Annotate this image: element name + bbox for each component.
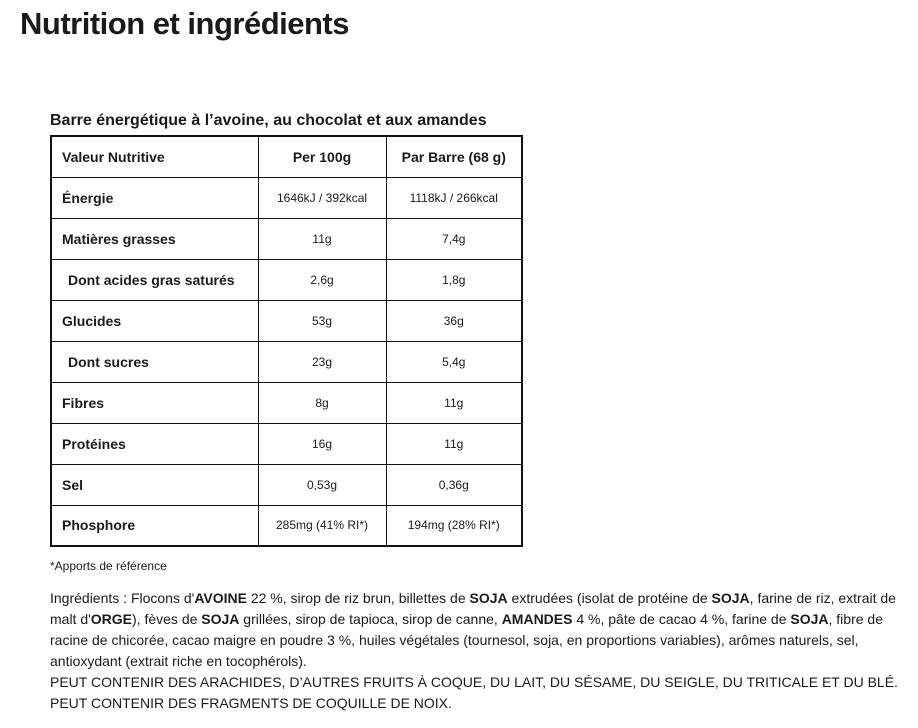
allergen-text: SOJA: [469, 590, 508, 606]
header-nutrient: Valeur Nutritive: [51, 136, 258, 177]
table-row: [51, 505, 522, 546]
value-per-bar: 0,36g: [386, 464, 522, 505]
table-row: [51, 300, 522, 341]
ingredient-text: , farine de riz, extrait de malt d': [50, 590, 896, 627]
value-per-bar: 194mg (28% RI*): [386, 505, 522, 546]
value-per-100g: 23g: [258, 341, 386, 382]
table-row: [51, 464, 522, 505]
nutrient-label: Phosphore: [51, 505, 258, 546]
product-name: Barre énergétique à l’avoine, au chocolat et aux amandes: [50, 112, 487, 129]
value-per-100g: 0,53g: [258, 464, 386, 505]
nutrient-label: Glucides: [51, 300, 258, 341]
page-title: Nutrition et ingrédients: [20, 6, 349, 41]
table-row: [51, 177, 522, 218]
nutrition-table: [50, 135, 523, 547]
ingredient-text: 4 %, pâte de cacao 4 %, farine de: [572, 611, 791, 627]
header-per-bar: Par Barre (68 g): [386, 136, 522, 177]
value-per-bar: 5,4g: [386, 341, 522, 382]
allergen-text: AMANDES: [501, 611, 573, 627]
ingredient-text: extrudées (isolat de protéine de: [507, 590, 712, 606]
allergen-text: AVOINE: [194, 590, 247, 606]
table-header-row: [51, 136, 522, 177]
nutrient-label: Dont sucres: [51, 341, 258, 382]
allergen-text: SOJA: [790, 611, 829, 627]
value-per-bar: 11g: [386, 382, 522, 423]
nutrient-label: Énergie: [51, 177, 258, 218]
table-row: [51, 423, 522, 464]
value-per-100g: 1646kJ / 392kcal: [258, 177, 386, 218]
ingredient-text: , fibre de racine de chicorée, cacao maigre en poudre 3 %, huiles végétales (tournesol, soja, en proportions variables), arômes naturels, sel, antioxydant (extrait riche en tocophérols).: [50, 611, 883, 669]
table-row: [51, 259, 522, 300]
ingredient-text: ), fèves de: [132, 611, 202, 627]
value-per-bar: 1,8g: [386, 259, 522, 300]
ingredient-text: Ingrédients : Flocons d': [50, 590, 195, 606]
ingredient-text: 22 %, sirop de riz brun, billettes de: [246, 590, 470, 606]
footnote: *Apports de référence: [50, 559, 167, 573]
value-per-100g: 2,6g: [258, 259, 386, 300]
ingredient-text: grillées, sirop de tapioca, sirop de canne,: [239, 611, 502, 627]
header-per-100g: Per 100g: [258, 136, 386, 177]
value-per-100g: 285mg (41% RI*): [258, 505, 386, 546]
nutrient-label: Fibres: [51, 382, 258, 423]
value-per-100g: 16g: [258, 423, 386, 464]
table-row: [51, 382, 522, 423]
value-per-100g: 11g: [258, 218, 386, 259]
table-row: [51, 341, 522, 382]
value-per-100g: 53g: [258, 300, 386, 341]
value-per-100g: 8g: [258, 382, 386, 423]
value-per-bar: 1118kJ / 266kcal: [386, 177, 522, 218]
allergen-text: SOJA: [711, 590, 750, 606]
nutrient-label: Dont acides gras saturés: [51, 259, 258, 300]
nutrient-label: Sel: [51, 464, 258, 505]
ingredient-text: PEUT CONTENIR DES ARACHIDES, D’AUTRES FRUITS À COQUE, DU LAIT, DU SÉSAME, DU SEIGLE, DU TRITICALE ET DU BLÉ. PEUT CONTENIR DES FRAGMENTS DE COQUILLE DE NOIX.: [50, 674, 898, 711]
nutrient-label: Protéines: [51, 423, 258, 464]
ingredients-text: [50, 588, 910, 714]
allergen-text: SOJA: [201, 611, 240, 627]
table-row: [51, 218, 522, 259]
nutrient-label: Matières grasses: [51, 218, 258, 259]
value-per-bar: 11g: [386, 423, 522, 464]
value-per-bar: 36g: [386, 300, 522, 341]
allergen-text: ORGE: [90, 611, 133, 627]
value-per-bar: 7,4g: [386, 218, 522, 259]
